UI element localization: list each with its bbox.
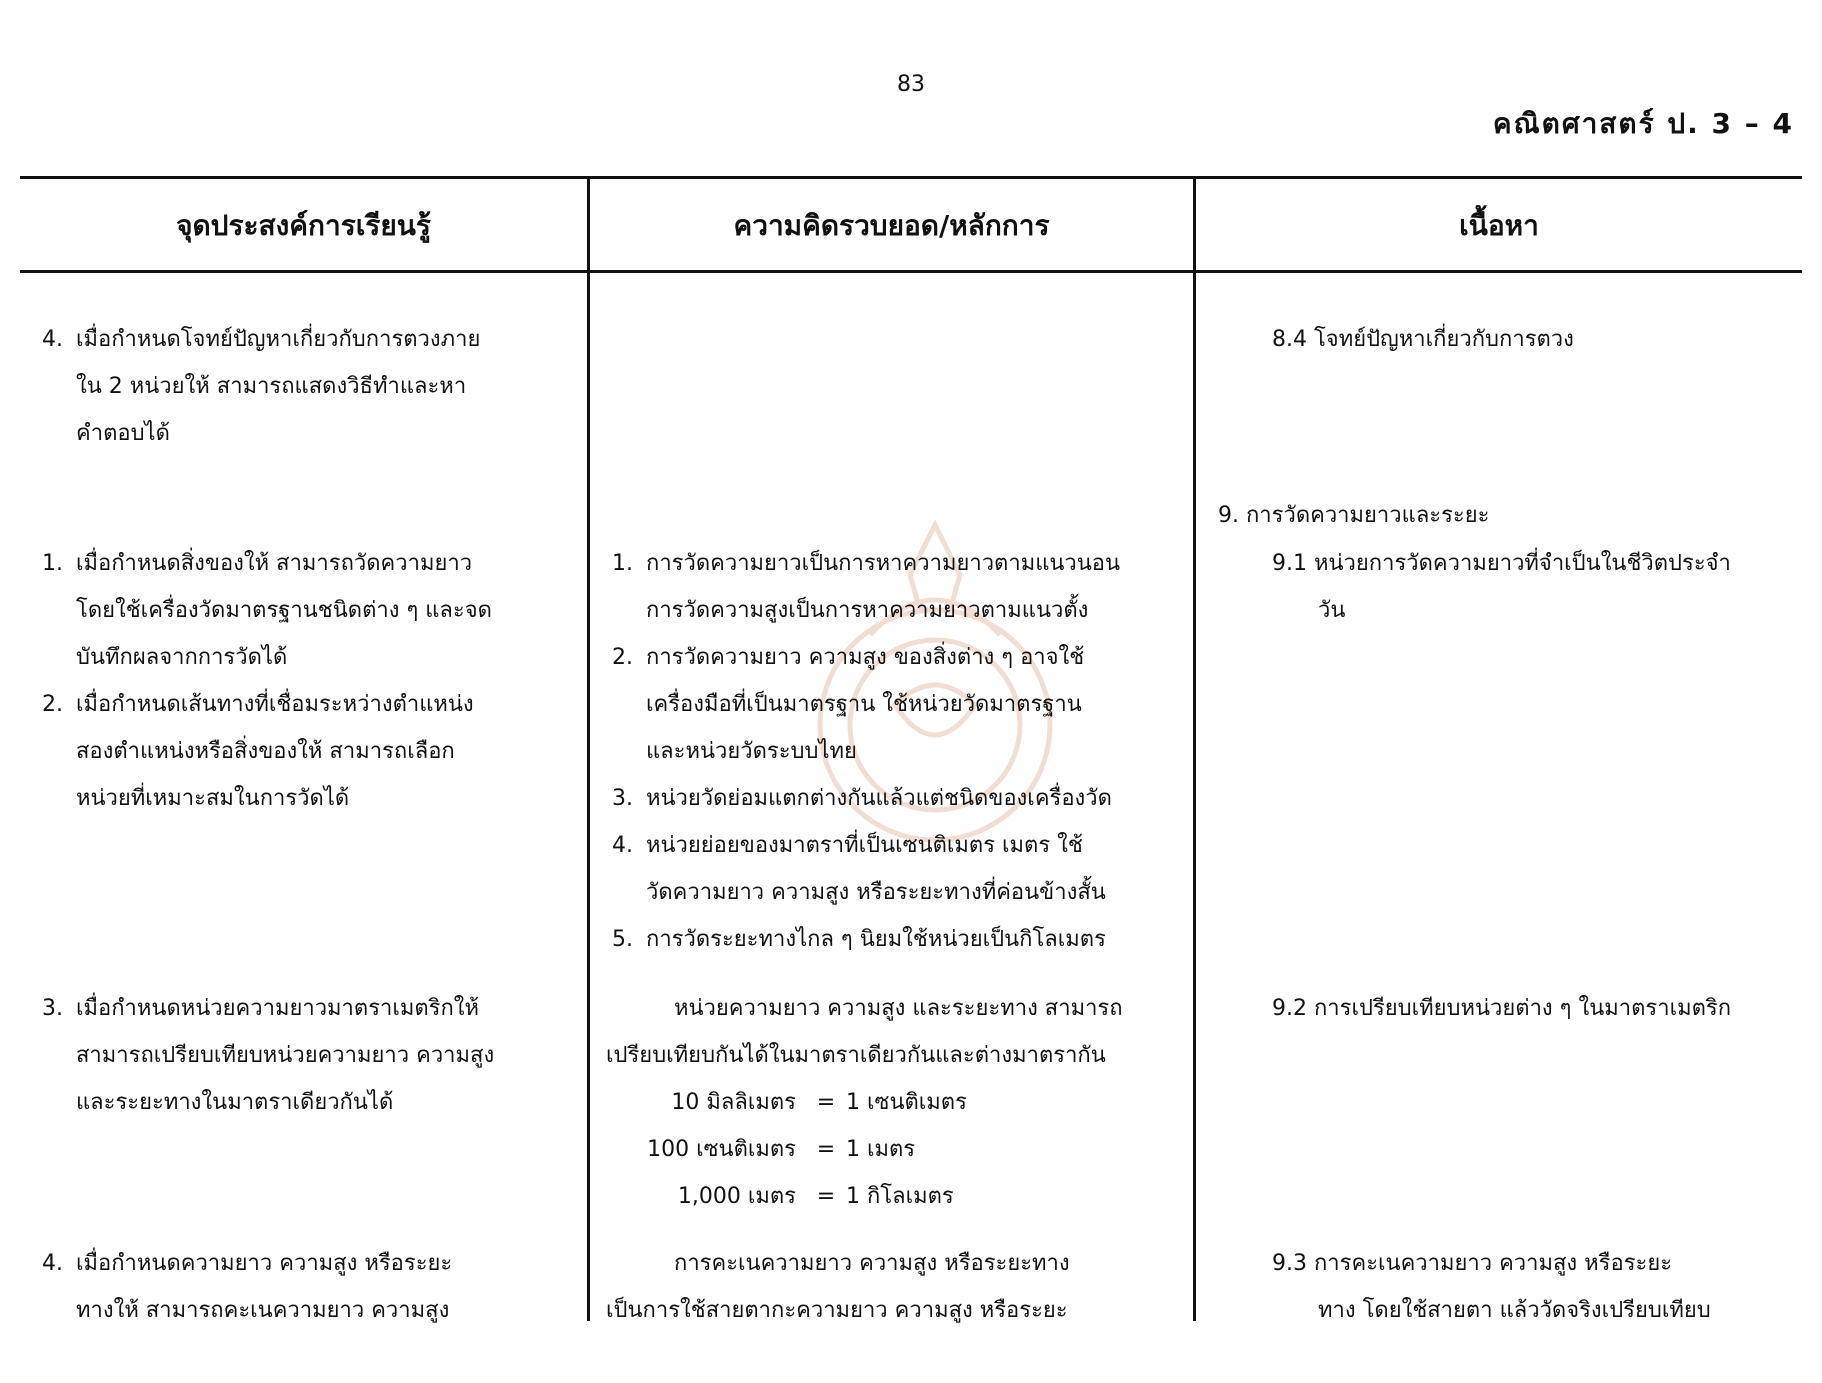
objective-line: เมื่อกำหนดโจทย์ปัญหาเกี่ยวกับการตวงภาย (76, 327, 481, 352)
column-header-content: เนื้อหา (1459, 209, 1539, 242)
column-divider-1 (587, 176, 590, 1321)
concept-line: และหน่วยวัดระบบไทย (646, 739, 857, 764)
objective-line: หน่วยที่เหมาะสมในการวัดได้ (76, 786, 350, 811)
objective-4 (42, 316, 557, 457)
conversion-lhs: 100 เซนติเมตร (647, 1137, 796, 1162)
column-header-concepts: ความคิดรวบยอด/หลักการ (733, 209, 1050, 242)
table-top-rule (20, 176, 1802, 179)
objective-line: เมื่อกำหนดเส้นทางที่เชื่อมระหว่างตำแหน่ง (76, 692, 474, 717)
concept-number: 2. (612, 645, 633, 670)
concept-line: เปรียบเทียบกันได้ในมาตราเดียวกันและต่างมาตรากัน (606, 1043, 1106, 1068)
objective-line: เมื่อกำหนดสิ่งของให้ สามารถวัดความยาว (76, 551, 473, 576)
content-9: 9. การวัดความยาวและระยะ (1218, 503, 1490, 528)
subject-header: คณิตศาสตร์ ป. 3 – 4 (1492, 107, 1794, 140)
conversion-lhs: 10 มิลลิเมตร (671, 1090, 796, 1115)
objective-line: ใน 2 หน่วยให้ สามารถแสดงวิธีทำและหา (76, 374, 467, 399)
objective-line: คำตอบได้ (76, 421, 170, 446)
conversion-equals: = (816, 1090, 836, 1115)
objective-number: 3. (42, 996, 63, 1021)
column-divider-2 (1193, 176, 1196, 1321)
concept-line: หน่วยวัดย่อมแตกต่างกันแล้วแต่ชนิดของเครื่องวัด (646, 786, 1112, 811)
concept-line: เป็นการใช้สายตากะความยาว ความสูง หรือระยะ (606, 1298, 1068, 1323)
objective-number: 1. (42, 551, 63, 576)
conversion-lhs: 1,000 เมตร (677, 1184, 796, 1209)
content-9-3 (1272, 1240, 1792, 1334)
conversion-rhs: 1 เมตร (846, 1137, 916, 1162)
conversion-row (606, 1173, 1176, 1220)
objective-line: เมื่อกำหนดความยาว ความสูง หรือระยะ (76, 1251, 453, 1276)
concept-line: การวัดระยะทางไกล ๆ นิยมใช้หน่วยเป็นกิโลเมตร (646, 927, 1106, 952)
content-9-2: 9.2 การเปรียบเทียบหน่วยต่าง ๆ ในมาตราเมตริก (1272, 996, 1732, 1021)
concept-line: การวัดความยาว ความสูง ของสิ่งต่าง ๆ อาจใช้ (646, 645, 1085, 670)
concept-list (612, 540, 1172, 963)
objective-line: สามารถเปรียบเทียบหน่วยความยาว ความสูง (76, 1043, 495, 1068)
concept-number: 4. (612, 833, 633, 858)
content-line: 9.3 การคะเนความยาว ความสูง หรือระยะ (1272, 1251, 1673, 1276)
concept-line: วัดความยาว ความสูง หรือระยะทางที่ค่อนข้างสั้น (646, 880, 1106, 905)
column-header-objectives: จุดประสงค์การเรียนรู้ (176, 209, 431, 242)
conversion-equals: = (816, 1184, 836, 1209)
page-number: 83 (897, 72, 925, 97)
concept-line: เครื่องมือที่เป็นมาตรฐาน ใช้หน่วยวัดมาตรฐาน (646, 692, 1082, 717)
concept-line: การวัดความสูงเป็นการหาความยาวตามแนวตั้ง (646, 598, 1089, 623)
objective-line: ทางให้ สามารถคะเนความยาว ความสูง (76, 1298, 450, 1323)
objective-line: สองตำแหน่งหรือสิ่งของให้ สามารถเลือก (76, 739, 455, 764)
concept-line: หน่วยย่อยของมาตราที่เป็นเซนติเมตร เมตร ใช้ (646, 833, 1083, 858)
objective-1 (42, 540, 557, 822)
conversion-rhs: 1 เซนติเมตร (846, 1090, 967, 1115)
objective-line: เมื่อกำหนดหน่วยความยาวมาตราเมตริกให้ (76, 996, 480, 1021)
objective-number: 4. (42, 327, 63, 352)
objective-line: โดยใช้เครื่องวัดมาตรฐานชนิดต่าง ๆ และจด (76, 598, 492, 623)
content-line: 9.1 หน่วยการวัดความยาวที่จำเป็นในชีวิตประจำ (1272, 551, 1731, 576)
concept-line: หน่วยความยาว ความสูง และระยะทาง สามารถ (674, 996, 1123, 1021)
objective-number: 2. (42, 692, 63, 717)
content-line: ทาง โดยใช้สายตา แล้ววัดจริงเปรียบเทียบ (1318, 1298, 1711, 1323)
content-9-1 (1272, 540, 1792, 634)
content-line: วัน (1318, 598, 1346, 623)
concept-estimation (606, 1240, 1176, 1334)
conversion-row (606, 1126, 1176, 1173)
concept-comparison (606, 985, 1176, 1220)
conversion-equals: = (816, 1137, 836, 1162)
objective-line: และระยะทางในมาตราเดียวกันได้ (76, 1090, 394, 1115)
content-8-4: 8.4 โจทย์ปัญหาเกี่ยวกับการตวง (1272, 327, 1574, 352)
conversion-rhs: 1 กิโลเมตร (846, 1184, 954, 1209)
concept-line: การคะเนความยาว ความสูง หรือระยะทาง (674, 1251, 1070, 1276)
objective-4b (42, 1240, 557, 1334)
concept-number: 1. (612, 551, 633, 576)
concept-number: 3. (612, 786, 633, 811)
conversion-row (606, 1079, 1176, 1126)
concept-line: การวัดความยาวเป็นการหาความยาวตามแนวนอน (646, 551, 1121, 576)
objective-number: 4. (42, 1251, 63, 1276)
table-header-rule (20, 270, 1802, 273)
objective-line: บันทึกผลจากการวัดได้ (76, 645, 288, 670)
objective-3 (42, 985, 557, 1126)
concept-number: 5. (612, 927, 633, 952)
